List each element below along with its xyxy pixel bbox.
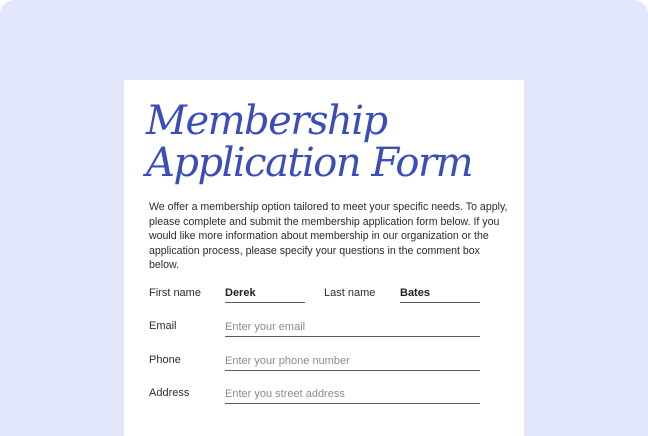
email-label: Email (149, 320, 177, 332)
title-line-1: Membership (146, 98, 387, 144)
phone-input[interactable] (225, 352, 480, 371)
email-input[interactable] (225, 318, 480, 337)
form-title (146, 100, 472, 184)
title-line-2: Application Form (146, 140, 473, 186)
first-name-input[interactable] (225, 284, 305, 303)
form-description: We offer a membership option tailored to meet your specific needs. To apply, please complete and submit the membership application form below. If you would like more information about membership in our organization or the application process, please specify your questions in the comment box below. (149, 201, 508, 271)
membership-form-card (124, 80, 524, 436)
phone-label: Phone (149, 354, 181, 366)
address-label: Address (149, 387, 190, 399)
address-input[interactable] (225, 385, 480, 404)
last-name-label: Last name (324, 287, 376, 299)
last-name-input[interactable] (400, 284, 480, 303)
first-name-label: First name (149, 287, 201, 299)
